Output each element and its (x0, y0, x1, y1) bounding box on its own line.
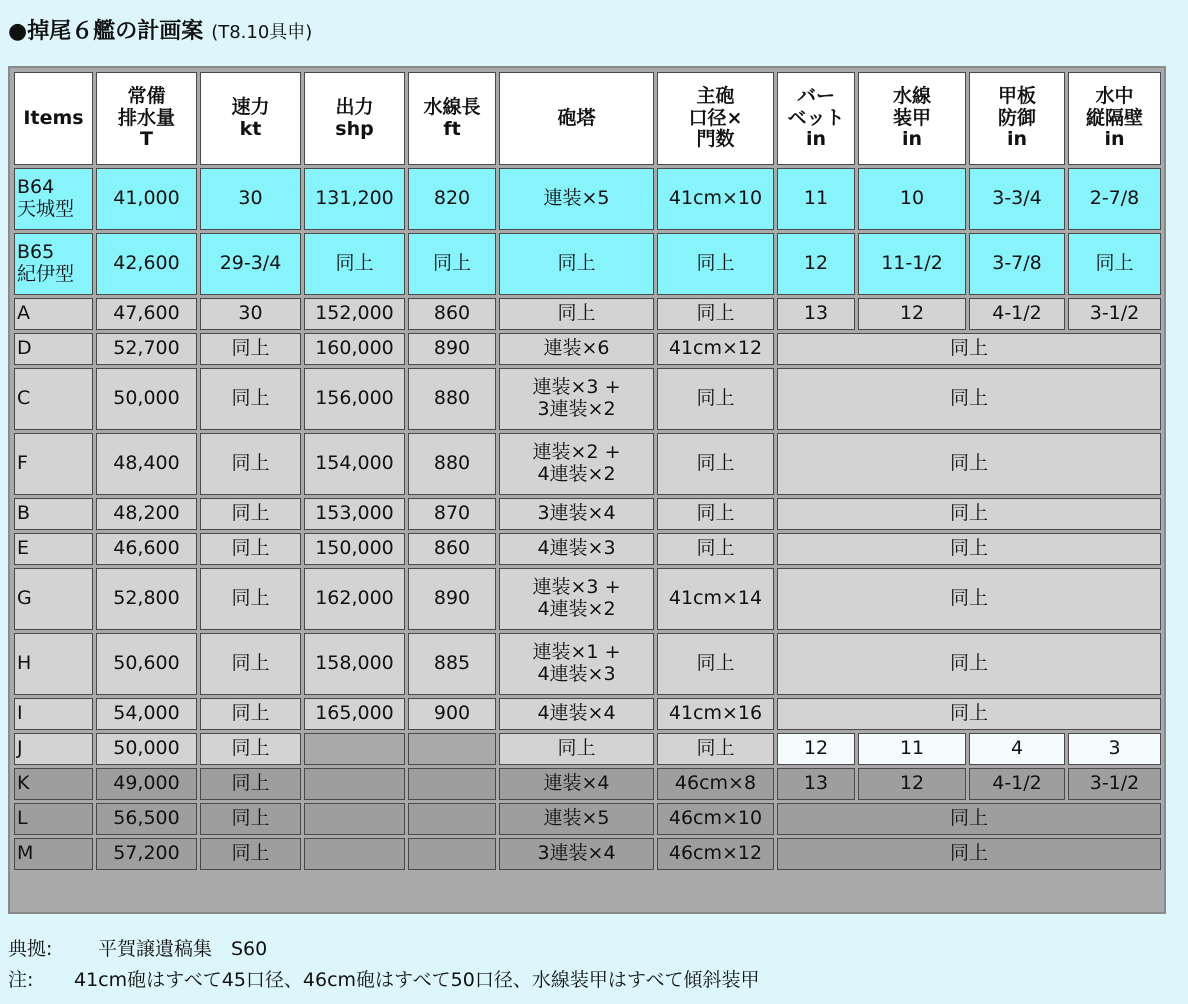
header-barbette: バー ベット in (777, 72, 855, 165)
cell-id: C (14, 368, 93, 430)
cell-deck: 3-7/8 (969, 233, 1065, 295)
table-row (14, 838, 1161, 870)
cell-length: 860 (408, 533, 496, 565)
cell-id: I (14, 698, 93, 730)
cell-power: 150,000 (304, 533, 405, 565)
cell-power (304, 768, 405, 800)
table-row (14, 498, 1161, 530)
table-row (14, 168, 1161, 230)
cell-belt: 12 (858, 298, 966, 330)
cell-length: 890 (408, 333, 496, 365)
cell-bulkhead: 3 (1068, 733, 1161, 765)
note-label: 注: (8, 969, 34, 991)
cell-gun: 同上 (657, 233, 774, 295)
cell-length (408, 838, 496, 870)
cell-id: K (14, 768, 93, 800)
cell-displacement: 47,600 (96, 298, 197, 330)
cell-armor-same: 同上 (777, 498, 1161, 530)
cell-displacement: 54,000 (96, 698, 197, 730)
cell-power: 153,000 (304, 498, 405, 530)
cell-turret: 同上 (499, 233, 654, 295)
header-turret: 砲塔 (499, 72, 654, 165)
cell-displacement: 50,000 (96, 368, 197, 430)
cell-gun: 46cm×8 (657, 768, 774, 800)
cell-speed: 同上 (200, 533, 301, 565)
cell-gun: 同上 (657, 298, 774, 330)
header-row (14, 72, 1161, 165)
cell-length: 885 (408, 633, 496, 695)
cell-speed: 同上 (200, 803, 301, 835)
cell-gun: 同上 (657, 533, 774, 565)
cell-id: L (14, 803, 93, 835)
cell-displacement: 52,800 (96, 568, 197, 630)
cell-belt: 11-1/2 (858, 233, 966, 295)
cell-power: 同上 (304, 233, 405, 295)
cell-gun: 41cm×16 (657, 698, 774, 730)
table-row (14, 733, 1161, 765)
cell-power: 131,200 (304, 168, 405, 230)
table-row (14, 698, 1161, 730)
header-deck-armor: 甲板 防御 in (969, 72, 1065, 165)
cell-displacement: 50,600 (96, 633, 197, 695)
cell-id: E (14, 533, 93, 565)
cell-turret: 連装×2 + 4連装×2 (499, 433, 654, 495)
cell-armor-same: 同上 (777, 433, 1161, 495)
cell-power: 165,000 (304, 698, 405, 730)
cell-displacement: 49,000 (96, 768, 197, 800)
cell-displacement: 46,600 (96, 533, 197, 565)
cell-turret: 同上 (499, 733, 654, 765)
cell-gun: 同上 (657, 633, 774, 695)
cell-speed: 同上 (200, 768, 301, 800)
cell-armor-same: 同上 (777, 533, 1161, 565)
cell-turret: 連装×4 (499, 768, 654, 800)
cell-id: B64 天城型 (14, 168, 93, 230)
cell-gun: 同上 (657, 498, 774, 530)
cell-id: G (14, 568, 93, 630)
table-row (14, 368, 1161, 430)
cell-armor-same: 同上 (777, 568, 1161, 630)
cell-barbette: 12 (777, 733, 855, 765)
cell-length (408, 733, 496, 765)
cell-deck: 4 (969, 733, 1065, 765)
cell-id: F (14, 433, 93, 495)
note-text: 41cm砲はすべて45口径、46cm砲はすべて50口径、水線装甲はすべて傾斜装甲 (74, 969, 760, 991)
cell-turret: 連装×5 (499, 168, 654, 230)
cell-turret: 同上 (499, 298, 654, 330)
cell-belt: 10 (858, 168, 966, 230)
cell-turret: 連装×5 (499, 803, 654, 835)
cell-armor-same: 同上 (777, 803, 1161, 835)
cell-power (304, 733, 405, 765)
cell-power: 152,000 (304, 298, 405, 330)
cell-turret: 連装×6 (499, 333, 654, 365)
table-row (14, 233, 1161, 295)
cell-speed: 30 (200, 168, 301, 230)
cell-gun: 46cm×10 (657, 803, 774, 835)
cell-displacement: 52,700 (96, 333, 197, 365)
cell-speed: 同上 (200, 433, 301, 495)
header-main-gun: 主砲 口径× 門数 (657, 72, 774, 165)
table-row (14, 298, 1161, 330)
cell-armor-same: 同上 (777, 368, 1161, 430)
cell-power: 158,000 (304, 633, 405, 695)
cell-belt: 11 (858, 733, 966, 765)
table-row (14, 568, 1161, 630)
cell-turret: 3連装×4 (499, 838, 654, 870)
cell-power (304, 838, 405, 870)
cell-power: 156,000 (304, 368, 405, 430)
cell-id: D (14, 333, 93, 365)
cell-length: 820 (408, 168, 496, 230)
cell-speed: 同上 (200, 568, 301, 630)
cell-id: B65 紀伊型 (14, 233, 93, 295)
cell-gun: 同上 (657, 368, 774, 430)
header-bulkhead: 水中 縦隔壁 in (1068, 72, 1161, 165)
cell-barbette: 12 (777, 233, 855, 295)
cell-length: 同上 (408, 233, 496, 295)
cell-displacement: 48,400 (96, 433, 197, 495)
header-items: Items (14, 72, 93, 165)
cell-speed: 29-3/4 (200, 233, 301, 295)
cell-length: 860 (408, 298, 496, 330)
cell-turret: 連装×3 + 4連装×2 (499, 568, 654, 630)
page-title (8, 14, 312, 45)
cell-barbette: 11 (777, 168, 855, 230)
footer-notes (8, 934, 759, 996)
cell-turret: 4連装×3 (499, 533, 654, 565)
cell-id: A (14, 298, 93, 330)
cell-gun: 同上 (657, 733, 774, 765)
cell-armor-same: 同上 (777, 698, 1161, 730)
cell-power: 162,000 (304, 568, 405, 630)
table-row (14, 803, 1161, 835)
header-length: 水線長 ft (408, 72, 496, 165)
source-line (8, 934, 759, 965)
cell-turret: 連装×3 + 3連装×2 (499, 368, 654, 430)
cell-power (304, 803, 405, 835)
cell-speed: 同上 (200, 838, 301, 870)
cell-id: M (14, 838, 93, 870)
cell-displacement: 42,600 (96, 233, 197, 295)
cell-speed: 同上 (200, 333, 301, 365)
table-row (14, 768, 1161, 800)
cell-bulkhead: 2-7/8 (1068, 168, 1161, 230)
table-row (14, 433, 1161, 495)
cell-bulkhead: 3-1/2 (1068, 298, 1161, 330)
cell-deck: 4-1/2 (969, 768, 1065, 800)
cell-belt: 12 (858, 768, 966, 800)
cell-length: 880 (408, 368, 496, 430)
header-speed: 速力 kt (200, 72, 301, 165)
cell-turret: 3連装×4 (499, 498, 654, 530)
cell-deck: 4-1/2 (969, 298, 1065, 330)
header-displacement: 常備 排水量 T (96, 72, 197, 165)
cell-speed: 同上 (200, 733, 301, 765)
cell-armor-same: 同上 (777, 333, 1161, 365)
cell-displacement: 41,000 (96, 168, 197, 230)
cell-power: 154,000 (304, 433, 405, 495)
cell-displacement: 50,000 (96, 733, 197, 765)
cell-armor-same: 同上 (777, 633, 1161, 695)
cell-id: J (14, 733, 93, 765)
cell-armor-same: 同上 (777, 838, 1161, 870)
title-sub: (T8.10具申) (211, 22, 313, 43)
cell-gun: 41cm×12 (657, 333, 774, 365)
cell-barbette: 13 (777, 298, 855, 330)
cell-bulkhead: 3-1/2 (1068, 768, 1161, 800)
cell-deck: 3-3/4 (969, 168, 1065, 230)
source-text: 平賀譲遺稿集 S60 (98, 938, 268, 960)
cell-power: 160,000 (304, 333, 405, 365)
cell-turret: 4連装×4 (499, 698, 654, 730)
header-power: 出力 shp (304, 72, 405, 165)
cell-gun: 同上 (657, 433, 774, 495)
header-belt-armor: 水線 装甲 in (858, 72, 966, 165)
cell-length (408, 803, 496, 835)
cell-speed: 同上 (200, 633, 301, 695)
cell-id: H (14, 633, 93, 695)
cell-length: 880 (408, 433, 496, 495)
cell-bulkhead: 同上 (1068, 233, 1161, 295)
cell-gun: 41cm×14 (657, 568, 774, 630)
ship-plans-table (8, 66, 1166, 914)
cell-displacement: 48,200 (96, 498, 197, 530)
cell-turret: 連装×1 + 4連装×3 (499, 633, 654, 695)
cell-length: 870 (408, 498, 496, 530)
title-main: ●掉尾６艦の計画案 (8, 19, 204, 44)
cell-gun: 46cm×12 (657, 838, 774, 870)
note-line (8, 965, 759, 996)
cell-id: B (14, 498, 93, 530)
cell-length: 900 (408, 698, 496, 730)
cell-speed: 同上 (200, 368, 301, 430)
cell-speed: 30 (200, 298, 301, 330)
cell-speed: 同上 (200, 498, 301, 530)
table-row (14, 333, 1161, 365)
cell-length (408, 768, 496, 800)
cell-length: 890 (408, 568, 496, 630)
table-row (14, 633, 1161, 695)
cell-gun: 41cm×10 (657, 168, 774, 230)
source-label: 典拠: (8, 938, 53, 960)
cell-displacement: 56,500 (96, 803, 197, 835)
cell-displacement: 57,200 (96, 838, 197, 870)
cell-speed: 同上 (200, 698, 301, 730)
cell-barbette: 13 (777, 768, 855, 800)
table-row (14, 533, 1161, 565)
